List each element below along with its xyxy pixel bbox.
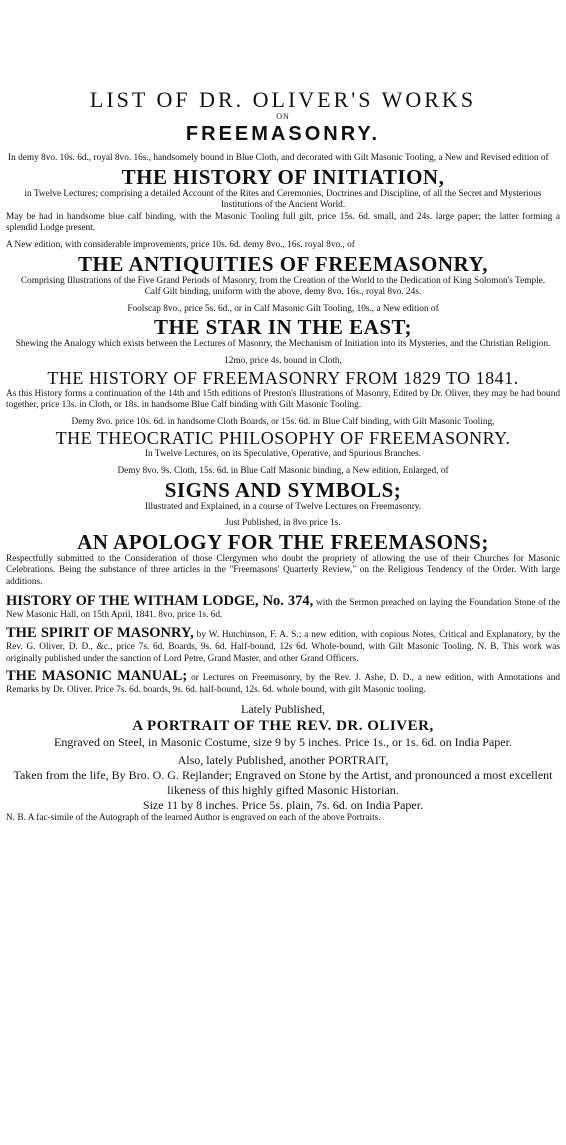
entry-pre: Foolscap 8vo., price 5s. 6d., or in Calf Masonic Gilt Tooling, 10s., a New edition of <box>127 303 439 314</box>
entry-title: AN APOLOGY FOR THE FREEMASONS; <box>77 529 489 554</box>
page <box>0 88 566 1145</box>
entry-body: with the Sermon preached on laying the Foundation Stone of the New Masonic Hall, on 15th April, 1841. 8vo. price 1s. 6d. <box>6 598 561 621</box>
subject-heading: FREEMASONRY. <box>185 123 381 145</box>
entry-body: Respectfully submitted to the Consideration of those Clergymen who doubt the propriety of allowing the use of their Churches for Masonic Celebrations. Being the substance of three articles in the "Freemasons' Quarterly Review," on the Religious Tendency of the Order. With large additions. <box>6 553 560 587</box>
entry-title: THE STAR IN THE EAST; <box>154 315 412 340</box>
entry-body: in Twelve Lectures; comprising a detailed Account of the Rites and Ceremonies, Doctrines and Discipline, of all the Secret and Mysterious Institutions of the Ancient World. <box>24 188 542 211</box>
entry-title: HISTORY OF THE WITHAM LODGE, No. 374, <box>6 593 314 610</box>
entry-pre: Demy 8vo. price 10s. 6d. in handsome Cloth Boards, or 15s. 6d. in Blue Calf binding, with Gilt Masonic Tooling, <box>71 416 495 427</box>
entry-body: As this History forms a continuation of the 14th and 15th editions of Preston's Illustrations of Masonry, Edited by Dr. Oliver, they may be had bound together, price 13s. in Cloth, or 18s. in handsome Blue Calf binding with Gilt Masonic Tooling. <box>6 388 560 411</box>
entry-pre: 12mo, price 4s. bound in Cloth, <box>224 355 342 366</box>
portrait-note: N. B. A fac-simile of the Autograph of the learned Author is engraved on each of the above Portraits. <box>6 812 381 823</box>
page-title: LIST OF DR. OLIVER'S WORKS <box>89 87 477 112</box>
entry-note: May be had in handsome blue calf binding, with the Masonic Tooling full gilt, price 15s. 6d. small, and 24s. large paper; the latter forming a splendid Lodge present. <box>6 211 560 234</box>
portraits-section <box>6 702 560 825</box>
entry-title: SIGNS AND SYMBOLS; <box>164 477 402 502</box>
entry-body: or Lectures on Freemasonry, by the Rev. J. Ashe, D. D., a new edition, with Annotations and Remarks by Dr. Oliver. Price 7s. 6d. boards, 9s. 6d. half-bound, 12s. 6d. whole bound, with gilt Masonic tooling. <box>6 673 561 696</box>
entry-body: In Twelve Lectures, on its Speculative, Operative, and Spurious Branches. <box>144 449 422 460</box>
entry-history-1829-1841 <box>6 356 560 412</box>
entry-body: Shewing the Analogy which exists between the Lectures of Masonry, the Mechanism of Initiation into its Mysteries, and the Christian Religion. <box>15 339 551 350</box>
entry-title: THE MASONIC MANUAL; <box>6 668 188 685</box>
entry-pre: A New edition, with considerable improvements, price 10s. 6d. demy 8vo., 16s. royal 8vo., of <box>6 239 355 250</box>
entry-pre: Demy 8vo. 9s. Cloth, 15s. 6d. in Blue Calf Masonic binding, a New edition, Enlarged, of <box>117 465 449 476</box>
entry-body: Comprising Illustrations of the Five Grand Periods of Masonry, from the Creation of the World to the Dedication of King Solomon's Temple. <box>20 275 546 286</box>
entry-title: THE ANTIQUITIES OF FREEMASONRY, <box>78 251 488 276</box>
entry-apology <box>6 518 560 588</box>
entry-body: Illustrated and Explained, in a course of Twelve Lectures on Freemasonry. <box>144 501 422 512</box>
entry-title: THE SPIRIT OF MASONRY, <box>6 625 194 642</box>
entry-history-of-initiation <box>6 153 560 235</box>
entry-spirit-of-masonry <box>6 625 560 665</box>
entry-title: THE THEOCRATIC PHILOSOPHY OF FREEMASONRY. <box>55 428 511 449</box>
portrait-also: Also, lately Published, another PORTRAIT, <box>177 752 389 767</box>
entry-masonic-manual <box>6 668 560 697</box>
entry-title: THE HISTORY OF FREEMASONRY FROM 1829 TO 1841. <box>47 367 519 388</box>
title-on: ON <box>276 112 290 121</box>
lately-published: Lately Published, <box>241 701 325 716</box>
portrait-desc: Engraved on Steel, in Masonic Costume, size 9 by 5 inches. Price 1s., or 1s. 6d. on India Paper. <box>54 734 512 749</box>
entry-title: THE HISTORY OF INITIATION, <box>121 164 445 189</box>
entry-pre: In demy 8vo. 10s. 6d., royal 8vo. 16s., handsomely bound in Blue Cloth, and decorated with Gilt Masonic Tooling, a New and Revised edition of <box>8 153 549 163</box>
entry-antiquities <box>6 240 560 299</box>
entry-star-in-the-east <box>6 304 560 351</box>
portrait-size: Size 11 by 8 inches. Price 5s. plain, 7s. 6d. on India Paper. <box>142 797 424 812</box>
entry-theocratic-philosophy <box>6 417 560 461</box>
portrait-desc-2: Taken from the life, By Bro. O. G. Rejlander; Engraved on Stone by the Artist, and pronounced a most excellent likeness of this highly gifted Masonic Historian. <box>13 767 553 797</box>
portrait-title: A PORTRAIT OF THE REV. DR. OLIVER, <box>132 717 434 734</box>
entry-pre: Just Published, in 8vo price 1s. <box>225 518 341 529</box>
entry-note: Calf Gilt binding, uniform with the above, demy 8vo. 16s., royal 8vo. 24s. <box>144 287 422 298</box>
entry-signs-and-symbols <box>6 466 560 513</box>
entry-witham-lodge <box>6 593 560 622</box>
entry-body: by W. Hutchinson, F. A. S.; a new edition, with copious Notes, Critical and Explanatory, by the Rev. G. Oliver, D. D., &c., price 7s. 6d. Boards, 9s. 6d. Half-bound, 12s 6d. Whole-bound, with Gilt Masonic Tooling. N. B. This work was originally published under the sanction of Lord Petre, Grand Master, and other Grand Officers. <box>6 630 560 664</box>
